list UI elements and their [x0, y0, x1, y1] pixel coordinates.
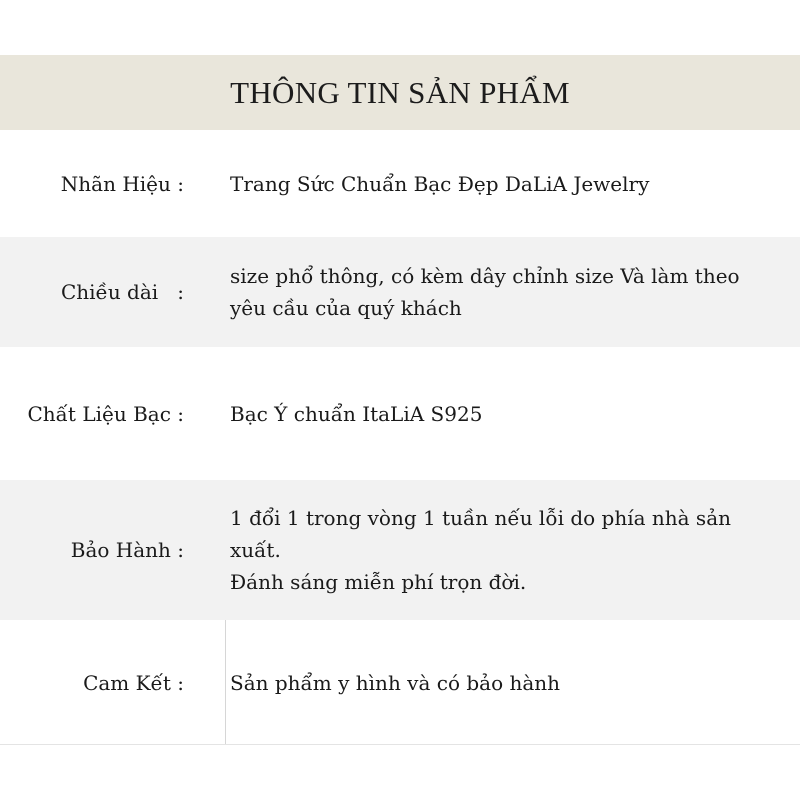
material-value	[230, 398, 790, 430]
length-label: Chiều dài :	[60, 280, 184, 304]
info-row-commitment	[0, 620, 800, 745]
length-value-line: size phổ thông, có kèm dây chỉnh size Và làm theo	[230, 264, 740, 288]
warranty-value-line: Đánh sáng miễn phí trọn đời.	[230, 570, 527, 594]
length-value	[230, 260, 790, 324]
warranty-value	[230, 502, 790, 598]
column-divider	[225, 620, 226, 745]
brand-value	[230, 168, 790, 200]
bottom-divider	[0, 744, 800, 745]
info-row-warranty	[0, 480, 800, 620]
warranty-value-line: 1 đổi 1 trong vòng 1 tuần nếu lỗi do phía nhà sản	[230, 506, 731, 530]
length-value-line: yêu cầu của quý khách	[230, 296, 462, 320]
warranty-value-line: xuất.	[230, 538, 281, 562]
brand-label: Nhãn Hiệu :	[60, 171, 184, 196]
info-row-length	[0, 237, 800, 347]
material-label: Chất Liệu Bạc :	[27, 401, 184, 426]
commitment-value	[230, 667, 790, 699]
material-value-line: Bạc Ý chuẩn ItaLiA S925	[230, 401, 483, 426]
page-title: THÔNG TIN SẢN PHẨM	[230, 74, 570, 110]
warranty-label: Bảo Hành :	[70, 538, 184, 562]
commitment-label: Cam Kết :	[83, 670, 184, 695]
brand-value-line: Trang Sức Chuẩn Bạc Đẹp DaLiA Jewelry	[230, 171, 650, 196]
info-row-material	[0, 347, 800, 480]
title-bar	[0, 55, 800, 130]
info-row-brand	[0, 130, 800, 237]
commitment-value-line: Sản phẩm y hình và có bảo hành	[230, 670, 561, 695]
